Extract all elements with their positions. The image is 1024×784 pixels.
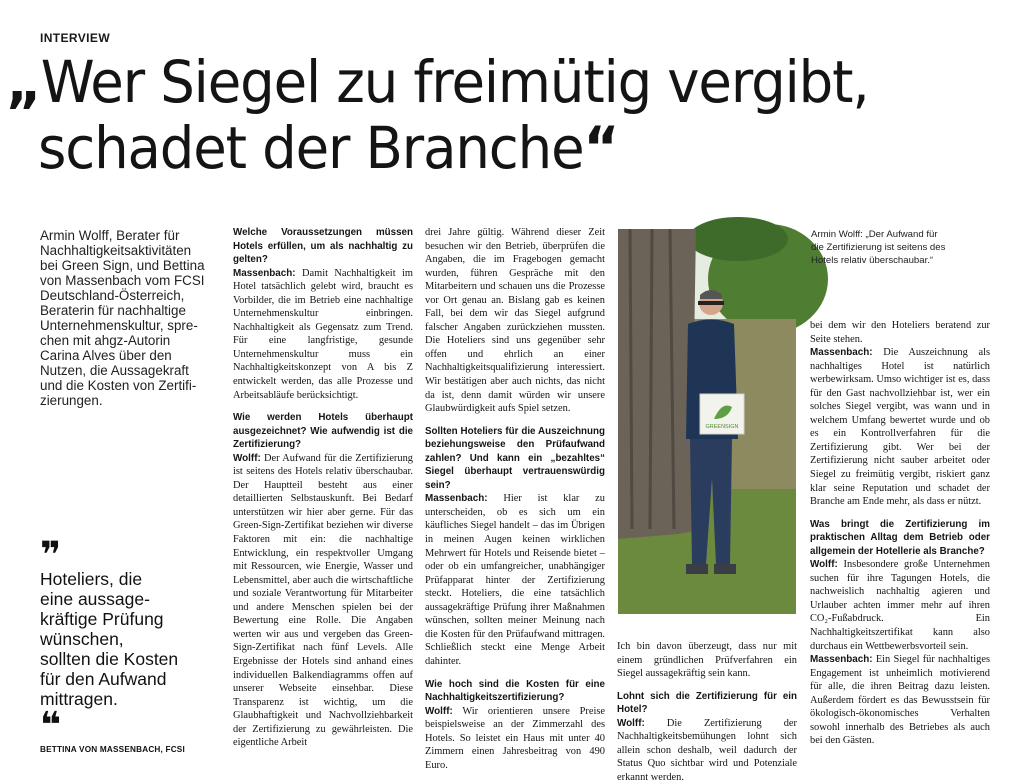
lead-line: Deutschland-Österreich,	[40, 288, 185, 303]
article-column-3	[617, 640, 797, 783]
caption-line: Armin Wolff: „Der Aufwand für	[811, 229, 938, 240]
interview-answer	[810, 319, 990, 346]
lead-line: bei Green Sign, und Bettina	[40, 258, 205, 273]
interview-answer	[425, 226, 605, 416]
lead-line: Unternehmenskultur, spre-	[40, 318, 198, 333]
pull-quote-text	[40, 569, 220, 709]
photo-caption	[811, 228, 991, 267]
interview-question: Wie hoch sind die Kosten für eine Nachhaltigkeitszertifizierung?	[425, 678, 605, 704]
article-column-1	[233, 226, 413, 770]
paragraph-gap	[425, 416, 605, 425]
interview-answer	[233, 267, 413, 402]
lead-line: von Massenbach vom FCSI	[40, 273, 205, 288]
speaker-label: Wolff:	[425, 705, 453, 717]
pull-quote-line: sollten die Kosten	[40, 649, 179, 669]
interview-question: Welche Voraussetzungen müssen Hotels erfüllen, um als nachhaltig zu gelten?	[233, 227, 413, 266]
speaker-label: Wolff:	[233, 452, 261, 464]
tree-canopy	[688, 217, 788, 261]
interview-answer	[617, 717, 797, 784]
quote-close-icon: ❝	[40, 705, 60, 746]
answer-text: Ich bin davon überzeugt, dass nur mit einem gründlichen Prüfverfahren ein Siegel aussagekräftig sein kann.	[617, 641, 797, 680]
article-column-4	[810, 319, 990, 770]
answer-text: bei dem wir den Hoteliers beratend zur Seite stehen.	[810, 320, 990, 345]
answer-text: Der Aufwand für die Zertifizierung ist seitens des Hotels relativ überschaubar. Der Hauptteil besteht aus einer detaillierten Selbstauskunft. Bei Bedarf unterstützen wir hier aber gerne. Für das Green-Sign-Zertifikat beziehen wir diverse Faktoren mit ein: die nachhaltige Entwicklung, ein respektvoller Umgang mit Ressourcen, wie Energie, Wasser und Lebensmittel, aber auch die wirtschaftliche und soziale Verantwortung für Mitarbeiter und andere Menschen spielen bei der Bewertung eine Rolle. Die Angaben werten wir aus und vergeben das Green-Sign-Zertifikat nach fünf Levels. Alle Ergebnisse der Hotels sind anhand eines individuellen Balkendiagramms offen auf unserer Webseite einsehbar. Diese Transparenz ist wichtig, um die Glaubhaftigkeit und Nachvollziehbarkeit der Zertifizierung zu gewährleisten. Die eigentliche Arbeit	[233, 452, 413, 749]
close-quote-mark: “	[583, 113, 619, 182]
open-quote-mark: „	[6, 48, 41, 116]
headline-line-1-text: Wer Siegel zu freimütig vergibt,	[40, 48, 869, 116]
caption-line: die Zertifizierung ist seitens des	[811, 242, 946, 253]
speaker-label: Massenbach:	[233, 267, 296, 279]
pull-quote-line: kräftige Prüfung	[40, 609, 164, 629]
headline-line-2	[6, 113, 946, 182]
shoe-right	[714, 564, 736, 574]
answer-text: Ein Siegel für nachhaltiges Engagement ist unheimlich motivierend für alle, die ihren Beitrag dazu leisten. Außerdem fördert es das Bewusstsein für ökologisch-ökonomisches Verhalten sowohl innerhalb des Betriebes als auch bei den Gästen.	[810, 654, 990, 747]
lead-line: Beraterin für nachhaltige	[40, 303, 186, 318]
headline-line-2-text: schadet der Branche	[37, 113, 584, 182]
lead-line: und die Kosten von Zertifi-	[40, 378, 197, 393]
interview-answer	[810, 346, 990, 509]
pull-quote-line: Hoteliers, die	[40, 569, 143, 589]
speaker-label: Wolff:	[617, 717, 645, 729]
paragraph-gap	[233, 402, 413, 411]
interview-answer	[810, 653, 990, 748]
glasses	[698, 301, 724, 305]
paragraph-gap	[810, 509, 990, 518]
shoe-left	[686, 564, 708, 574]
lead-line: Nachhaltigkeitsaktivitäten	[40, 243, 192, 258]
answer-text: Damit Nachhaltigkeit im Hotel tatsächlich gelebt wird, braucht es Vorbilder, die im Betrieb eine nachhaltige Unternehmenskultur einbringen. Nachhaltigkeit als Gegensatz zum Trend. Für eine langfristige, gesunde Unternehmenskultur muss ein Nachhaltigkeitskonzept von A bis Z entwickelt werden, das alle Prozesse und Arbeitsabläufe berücksichtigt.	[233, 267, 413, 401]
interview-answer	[810, 558, 990, 653]
interview-question: Was bringt die Zertifizierung im praktischen Alltag dem Betrieb oder allgemein der Hotellerie als Branche?	[810, 518, 990, 557]
answer-text: drei Jahre gültig. Während dieser Zeit besuchen wir den Betrieb, überprüfen die Angaben, die im Fragebogen gemacht wurden, führen Gespräche mit den Mitarbeitern und schauen uns die Prozesse vor Ort genau an. Bislang gab es keinen Fall, bei dem wir das Siegel aufgrund falscher Angaben zurückziehen mussten. Die Hoteliers sind uns gegenüber sehr offen und ehrlich an einer Nachhaltigkeitsqualifizierung interessiert. Wir bestätigen aber auch nichts, das nicht da ist, denn damit würden wir unsere Glaubwürdigkeit aufs Spiel setzen.	[425, 227, 605, 415]
interview-answer	[233, 452, 413, 750]
speaker-label: Massenbach:	[425, 493, 488, 505]
pull-quote-line: mittragen.	[40, 689, 118, 709]
paragraph-gap	[425, 669, 605, 678]
interview-answer	[425, 492, 605, 668]
interview-question: Lohnt sich die Zertifizierung für ein Hotel?	[617, 690, 797, 716]
headline-line-1	[6, 50, 946, 116]
quote-open-icon: ❞	[40, 535, 60, 576]
pull-quote	[40, 535, 220, 754]
lead-paragraph	[40, 228, 218, 408]
pull-quote-line: wünschen,	[40, 629, 124, 649]
article-column-2	[425, 226, 605, 770]
interview-answer	[617, 640, 797, 681]
interview-question: Wie werden Hotels überhaupt ausgezeichnet? Wie aufwendig ist die Zertifizierung?	[233, 412, 413, 451]
lead-line: zierungen.	[40, 393, 103, 408]
answer-text: Die Auszeichnung als nachhaltiges Hotel ist natürlich werbewirksam. Umso wichtiger ist es, dass für den Gast nachvollziehbar ist, wer ein solches Siegel vergibt, was wann und in welchem Umfang bewertet wurde und ob es ein Kontrollverfahren für die Zertifizierung gibt. Wer bei der Zertifizierung nicht sauber arbeitet oder Siegel zu freimütig vergibt, riskiert ganz klar seine Reputation und schadet der Branche am Ende mehr, als dass er nützt.	[810, 347, 990, 508]
interview-question: Sollten Hoteliers für die Auszeichnung beziehungsweise den Prüfaufwand zahlen? Und kann ein „bezahltes“ Siegel überhaupt vertrauenswürdig sein?	[425, 425, 605, 491]
portrait-photo	[618, 229, 796, 614]
speaker-label: Massenbach:	[810, 347, 873, 359]
sign-text: GREENSIGN	[705, 424, 739, 430]
paragraph-gap	[617, 681, 797, 690]
speaker-label: Massenbach:	[810, 654, 873, 666]
photo-illustration	[618, 229, 796, 614]
section-kicker: INTERVIEW	[40, 31, 111, 45]
lead-line: Carina Alves über den	[40, 348, 172, 363]
headline	[6, 50, 946, 181]
caption-line: Hotels relativ überschaubar.“	[811, 255, 934, 266]
interview-answer	[425, 705, 605, 773]
answer-text: Insbesondere große Unternehmen suchen für ihre Tagungen Hotels, die nachweislich nachhaltig agieren und Urlauber achten immer mehr auf ihren CO₂-Fußabdruck. Ein Nachhaltigkeitszertifikat kann also durchaus ein Wettbewerbsvorteil sein.	[810, 559, 990, 652]
pull-quote-line: für den Aufwand	[40, 669, 167, 689]
answer-text: Wir orientieren unsere Preise beispielsweise an der Zimmerzahl des Hotels. So leistet ein Haus mit unter 40 Zimmern einen Jahresbeitrag von 490 Euro.	[425, 705, 605, 771]
lead-line: chen mit ahgz-Autorin	[40, 333, 171, 348]
speaker-label: Wolff:	[810, 559, 838, 571]
pull-quote-line: eine aussage-	[40, 589, 150, 609]
pull-quote-byline: BETTINA VON MASSENBACH, FCSI	[40, 745, 185, 754]
lead-line: Nutzen, die Aussagekraft	[40, 363, 189, 378]
answer-text: Hier ist klar zu unterscheiden, ob es sich um ein käufliches Siegel handelt – das im Übrigen in meinen Augen keinen wirklichen Mehrwert für Hotels und Reisende bietet – oder ob ein umfangreicher, unabhängiger Prüfapparat hinter der Zertifizierung steckt. Hoteliers, die eine tatsächlich aussagekräftige Prüfung ihrer Maßnahmen wünschen, sollten meiner Meinung nach die Kosten für den Prüfaufwand mittragen. Schließlich steckt eine Menge Arbeit dahinter.	[425, 493, 605, 667]
answer-text: Die Zertifizierung der Nachhaltigkeitsbemühungen lohnt sich allein schon deshalb, weil dadurch der Status Quo sichtbar wird und Potenziale erkannt werden.	[617, 717, 797, 783]
lead-line: Armin Wolff, Berater für	[40, 228, 180, 243]
